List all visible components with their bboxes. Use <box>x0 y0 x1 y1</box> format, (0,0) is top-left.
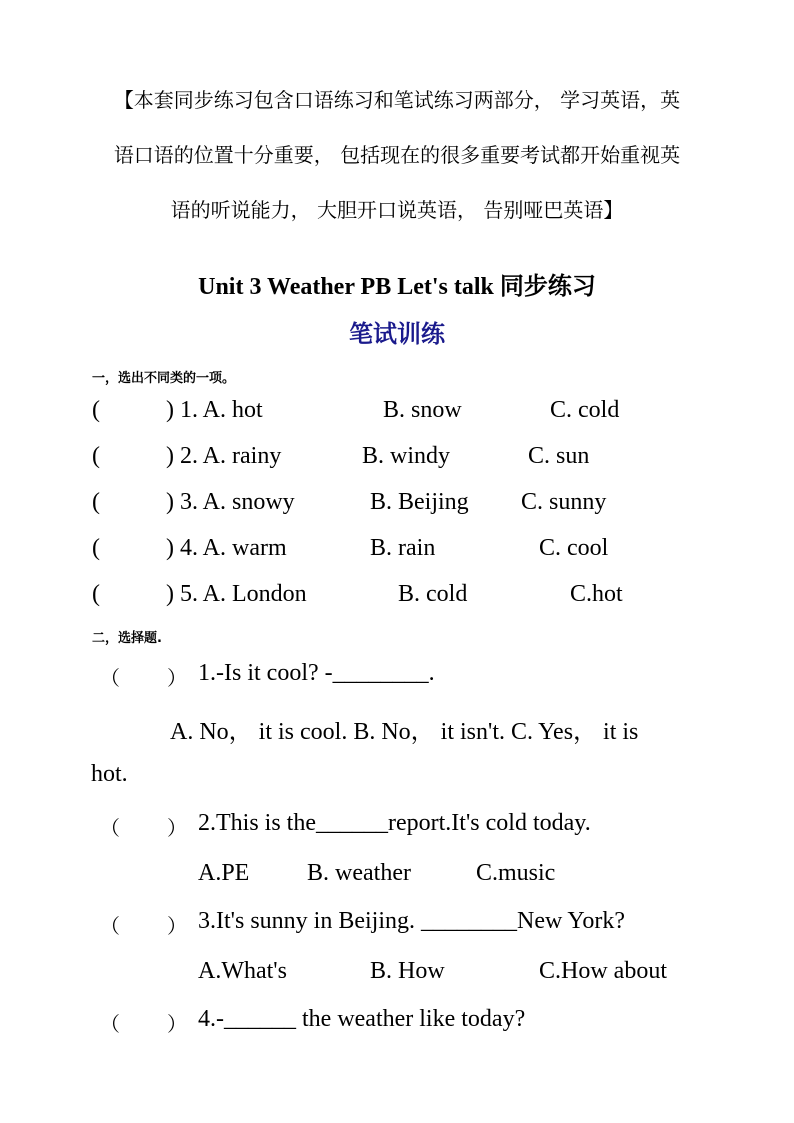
option-c: C. cold <box>550 397 620 423</box>
question-stem: 3.It's sunny in Beijing. ________New York? <box>198 908 625 934</box>
question-text: ) 2. A. rainy <box>166 443 282 469</box>
open-paren: ( <box>92 443 100 469</box>
option-c: C. sunny <box>521 489 607 515</box>
open-paren: （ <box>100 666 120 690</box>
intro-line-3: 语的听说能力， 大胆开口说英语， 告别哑巴英语】 <box>170 198 624 222</box>
close-paren: ） <box>167 914 187 938</box>
question-stem: 1.-Is it cool? -________. <box>198 660 435 686</box>
page-subtitle: 笔试训练 <box>349 320 445 348</box>
option-b: B. snow <box>383 397 462 423</box>
option-b: B. windy <box>362 443 451 469</box>
option-c: C. sun <box>528 443 590 469</box>
question-text: ) 3. A. snowy <box>166 489 295 515</box>
option-b: B. How <box>370 958 445 984</box>
intro-line-2: 语口语的位置十分重要， 包括现在的很多重要考试都开始重视英 <box>113 143 681 167</box>
question-stem: 4.-______ the weather like today? <box>198 1006 526 1032</box>
close-paren: ） <box>167 816 187 840</box>
section-1-heading: 一，选出不同类的一项。 <box>92 371 236 386</box>
option-a: A.PE <box>198 860 250 886</box>
option-c: C.How about <box>539 958 667 984</box>
question-text: ) 4. A. warm <box>166 535 287 561</box>
open-paren: ( <box>92 489 100 515</box>
open-paren: ( <box>92 397 100 423</box>
section-2-heading: 二，选择题. <box>92 631 162 646</box>
intro-line-1: 【本套同步练习包含口语练习和笔试练习两部分， 学习英语，英 <box>113 88 681 112</box>
option-b: B. rain <box>370 535 436 561</box>
question-options-continued: hot. <box>91 761 128 787</box>
question-text: ) 5. A. London <box>166 581 307 607</box>
question-options: A. No， it is cool. B. No， it isn't. C. Yes， it is <box>170 719 639 745</box>
open-paren: ( <box>92 581 100 607</box>
option-c: C. cool <box>539 535 609 561</box>
close-paren: ） <box>167 1012 187 1036</box>
question-text: ) 1. A. hot <box>166 397 263 423</box>
open-paren: （ <box>100 1012 120 1036</box>
option-b: B. Beijing <box>370 489 469 515</box>
option-a: A.What's <box>198 958 287 984</box>
open-paren: （ <box>100 914 120 938</box>
option-c: C.hot <box>570 581 623 607</box>
option-b: B. weather <box>307 860 411 886</box>
page-title: Unit 3 Weather PB Let's talk 同步练习 <box>198 274 596 300</box>
option-c: C.music <box>476 860 556 886</box>
close-paren: ） <box>167 666 187 690</box>
open-paren: ( <box>92 535 100 561</box>
question-stem: 2.This is the______report.It's cold today. <box>198 810 591 836</box>
open-paren: （ <box>100 816 120 840</box>
option-b: B. cold <box>398 581 468 607</box>
